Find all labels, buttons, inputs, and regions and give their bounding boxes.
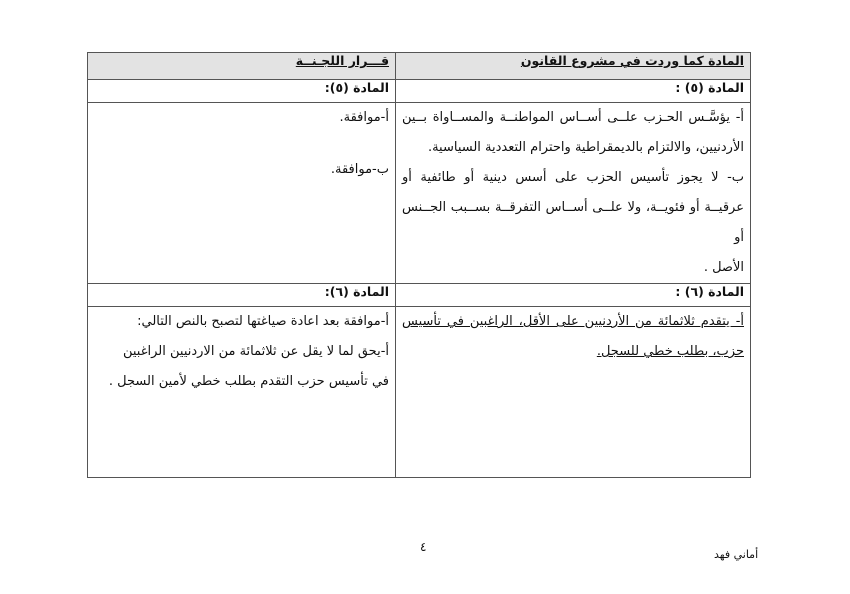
article-5-label-decision: المادة (٥): xyxy=(88,80,396,103)
article-5-text-line: أ- يؤسَّـس الحـزب علــى أســاس المواطنــة والمســاواة بــين xyxy=(402,110,744,125)
article-6-original-text xyxy=(396,307,751,478)
header-committee-decision: قـــرار اللجـنــة xyxy=(88,53,396,80)
article-6-body-row xyxy=(88,307,751,478)
decision-line: أ-موافقة. xyxy=(339,110,389,125)
article-5-original-text xyxy=(396,103,751,284)
article-5-label-row xyxy=(88,80,751,103)
signature: أماني فهد xyxy=(714,548,759,561)
article-5-text-line: ب- لا يجوز تأسيس الحزب على أسس دينية أو طائفية أو xyxy=(402,170,744,185)
article-6-label-decision: المادة (٦): xyxy=(88,284,396,307)
decision-line: في تأسيس حزب التقدم بطلب خطي لأمين السجل . xyxy=(108,374,389,389)
article-5-decision-text xyxy=(88,103,396,284)
article-6-label-original: المادة (٦) : xyxy=(396,284,751,307)
article-5-text-line: عرقيــة أو فئويــة، ولا علــى أســاس التفرقــة بســبب الجــنس أو xyxy=(402,200,744,245)
table-header-row xyxy=(88,53,751,80)
comparison-table xyxy=(87,52,751,478)
article-6-text-line: أ- يتقدم ثلاثمائة من الأردنيين على الأقل، الراغبين في تأسيس xyxy=(402,314,744,329)
decision-line: ب-موافقة. xyxy=(330,162,389,177)
article-6-text-line: حزب، بطلب خطي للسجل. xyxy=(596,344,744,359)
article-5-text-line: الأردنيين، والالتزام بالديمقراطية واحترام التعددية السياسية. xyxy=(427,140,744,155)
decision-line: أ-يحق لما لا يقل عن ثلاثمائة من الاردنيين الراغبين xyxy=(122,344,389,359)
page-number: ٤ xyxy=(420,540,427,554)
article-6-label-row xyxy=(88,284,751,307)
article-5-text-line: الأصل . xyxy=(703,260,744,275)
article-6-decision-text xyxy=(88,307,396,478)
article-5-body-row xyxy=(88,103,751,284)
decision-line: أ-موافقة بعد اعادة صياغتها لتصبح بالنص التالي: xyxy=(137,314,389,329)
header-original-article: المادة كما وردت في مشروع القانون xyxy=(396,53,751,80)
article-5-label-original: المادة (٥) : xyxy=(396,80,751,103)
